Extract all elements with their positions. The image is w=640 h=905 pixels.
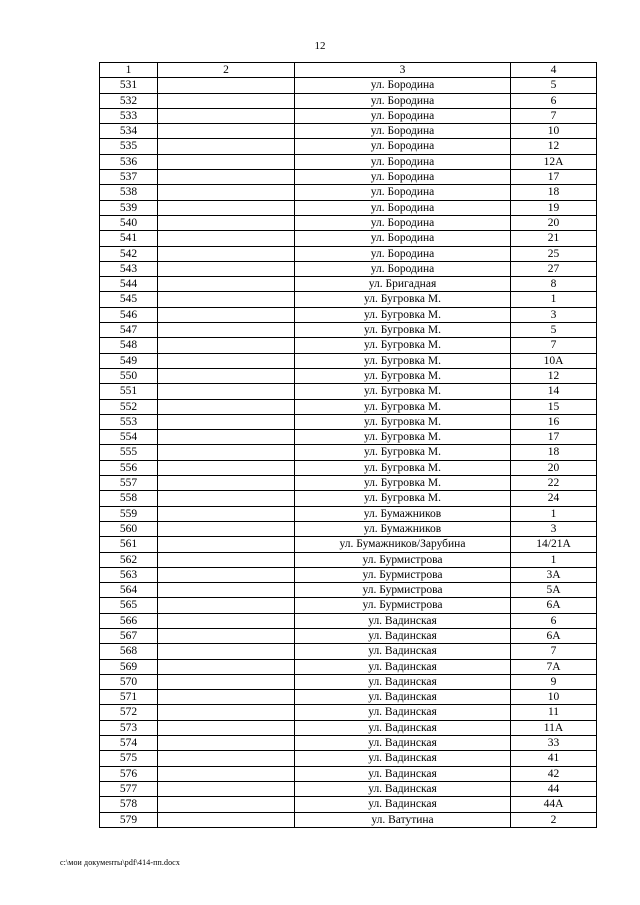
empty-cell [158, 108, 295, 123]
table-row [100, 108, 597, 123]
table-row [100, 644, 597, 659]
house-number-cell: 18 [511, 185, 597, 200]
empty-cell [158, 307, 295, 322]
empty-cell [158, 583, 295, 598]
row-number-cell: 566 [100, 613, 158, 628]
house-number-cell: 19 [511, 200, 597, 215]
street-cell: ул. Бумажников [295, 521, 511, 536]
row-number-cell: 549 [100, 353, 158, 368]
row-number-cell: 559 [100, 506, 158, 521]
table-row [100, 674, 597, 689]
row-number-cell: 553 [100, 414, 158, 429]
street-cell: ул. Бугровка М. [295, 430, 511, 445]
house-number-cell: 10 [511, 690, 597, 705]
table-row [100, 170, 597, 185]
empty-cell [158, 736, 295, 751]
house-number-cell: 6А [511, 598, 597, 613]
row-number-cell: 562 [100, 552, 158, 567]
street-cell: ул. Бородина [295, 78, 511, 93]
empty-cell [158, 521, 295, 536]
table-row [100, 338, 597, 353]
table-row [100, 537, 597, 552]
table-row [100, 690, 597, 705]
empty-cell [158, 476, 295, 491]
table-row [100, 476, 597, 491]
empty-cell [158, 246, 295, 261]
row-number-cell: 551 [100, 384, 158, 399]
row-number-cell: 576 [100, 766, 158, 781]
empty-cell [158, 430, 295, 445]
house-number-cell: 12 [511, 139, 597, 154]
row-number-cell: 579 [100, 812, 158, 827]
street-cell: ул. Вадинская [295, 720, 511, 735]
street-cell: ул. Бугровка М. [295, 460, 511, 475]
column-header-2: 2 [158, 63, 295, 78]
table-row [100, 460, 597, 475]
row-number-cell: 539 [100, 200, 158, 215]
house-number-cell: 1 [511, 552, 597, 567]
row-number-cell: 534 [100, 124, 158, 139]
row-number-cell: 541 [100, 231, 158, 246]
row-number-cell: 563 [100, 567, 158, 582]
street-cell: ул. Бугровка М. [295, 491, 511, 506]
row-number-cell: 571 [100, 690, 158, 705]
street-cell: ул. Вадинская [295, 736, 511, 751]
row-number-cell: 568 [100, 644, 158, 659]
street-cell: ул. Бумажников [295, 506, 511, 521]
empty-cell [158, 353, 295, 368]
row-number-cell: 532 [100, 93, 158, 108]
street-cell: ул. Бугровка М. [295, 353, 511, 368]
street-cell: ул. Вадинская [295, 766, 511, 781]
house-number-cell: 3 [511, 521, 597, 536]
empty-cell [158, 628, 295, 643]
house-number-cell: 7А [511, 659, 597, 674]
row-number-cell: 555 [100, 445, 158, 460]
page-number: 12 [314, 40, 326, 52]
house-number-cell: 5 [511, 323, 597, 338]
table-row [100, 215, 597, 230]
street-cell: ул. Бурмистрова [295, 583, 511, 598]
house-number-cell: 20 [511, 215, 597, 230]
empty-cell [158, 506, 295, 521]
street-cell: ул. Бугровка М. [295, 368, 511, 383]
house-number-cell: 5 [511, 78, 597, 93]
table-row [100, 781, 597, 796]
header-row [100, 63, 597, 78]
table-row [100, 628, 597, 643]
table-row [100, 277, 597, 292]
table-row [100, 384, 597, 399]
empty-cell [158, 78, 295, 93]
empty-cell [158, 200, 295, 215]
house-number-cell: 44 [511, 781, 597, 796]
empty-cell [158, 781, 295, 796]
row-number-cell: 556 [100, 460, 158, 475]
street-cell: ул. Бугровка М. [295, 445, 511, 460]
empty-cell [158, 705, 295, 720]
table-row [100, 766, 597, 781]
house-number-cell: 27 [511, 261, 597, 276]
street-cell: ул. Бородина [295, 185, 511, 200]
row-number-cell: 540 [100, 215, 158, 230]
row-number-cell: 536 [100, 154, 158, 169]
row-number-cell: 557 [100, 476, 158, 491]
table-row [100, 261, 597, 276]
table-row [100, 751, 597, 766]
house-number-cell: 33 [511, 736, 597, 751]
street-cell: ул. Бугровка М. [295, 292, 511, 307]
empty-cell [158, 445, 295, 460]
house-number-cell: 15 [511, 399, 597, 414]
street-cell: ул. Бугровка М. [295, 399, 511, 414]
house-number-cell: 6 [511, 93, 597, 108]
street-cell: ул. Вадинская [295, 690, 511, 705]
address-table [99, 62, 597, 828]
table-body [100, 78, 597, 828]
house-number-cell: 20 [511, 460, 597, 475]
column-header-4: 4 [511, 63, 597, 78]
house-number-cell: 12А [511, 154, 597, 169]
street-cell: ул. Бородина [295, 231, 511, 246]
street-cell: ул. Бородина [295, 124, 511, 139]
empty-cell [158, 552, 295, 567]
street-cell: ул. Бригадная [295, 277, 511, 292]
row-number-cell: 570 [100, 674, 158, 689]
empty-cell [158, 124, 295, 139]
table-row [100, 323, 597, 338]
table-row [100, 185, 597, 200]
empty-cell [158, 751, 295, 766]
street-cell: ул. Бородина [295, 108, 511, 123]
table-row [100, 521, 597, 536]
street-cell: ул. Бугровка М. [295, 476, 511, 491]
row-number-cell: 569 [100, 659, 158, 674]
row-number-cell: 535 [100, 139, 158, 154]
column-header-3: 3 [295, 63, 511, 78]
row-number-cell: 558 [100, 491, 158, 506]
empty-cell [158, 659, 295, 674]
table-row [100, 445, 597, 460]
empty-cell [158, 812, 295, 827]
house-number-cell: 1 [511, 506, 597, 521]
row-number-cell: 546 [100, 307, 158, 322]
house-number-cell: 21 [511, 231, 597, 246]
table-row [100, 812, 597, 827]
row-number-cell: 533 [100, 108, 158, 123]
house-number-cell: 7 [511, 338, 597, 353]
table-row [100, 139, 597, 154]
row-number-cell: 542 [100, 246, 158, 261]
table-row [100, 231, 597, 246]
empty-cell [158, 231, 295, 246]
house-number-cell: 25 [511, 246, 597, 261]
house-number-cell: 3А [511, 567, 597, 582]
street-cell: ул. Вадинская [295, 628, 511, 643]
empty-cell [158, 644, 295, 659]
empty-cell [158, 460, 295, 475]
row-number-cell: 552 [100, 399, 158, 414]
house-number-cell: 6А [511, 628, 597, 643]
empty-cell [158, 261, 295, 276]
empty-cell [158, 399, 295, 414]
street-cell: ул. Бородина [295, 215, 511, 230]
row-number-cell: 545 [100, 292, 158, 307]
house-number-cell: 14/21А [511, 537, 597, 552]
empty-cell [158, 567, 295, 582]
house-number-cell: 11 [511, 705, 597, 720]
row-number-cell: 572 [100, 705, 158, 720]
street-cell: ул. Бугровка М. [295, 338, 511, 353]
empty-cell [158, 414, 295, 429]
row-number-cell: 577 [100, 781, 158, 796]
empty-cell [158, 598, 295, 613]
empty-cell [158, 292, 295, 307]
table-row [100, 552, 597, 567]
empty-cell [158, 797, 295, 812]
house-number-cell: 17 [511, 170, 597, 185]
row-number-cell: 567 [100, 628, 158, 643]
street-cell: ул. Бугровка М. [295, 307, 511, 322]
street-cell: ул. Вадинская [295, 613, 511, 628]
empty-cell [158, 613, 295, 628]
empty-cell [158, 185, 295, 200]
table-row [100, 430, 597, 445]
empty-cell [158, 674, 295, 689]
street-cell: ул. Бугровка М. [295, 384, 511, 399]
row-number-cell: 578 [100, 797, 158, 812]
house-number-cell: 11А [511, 720, 597, 735]
table-row [100, 307, 597, 322]
empty-cell [158, 215, 295, 230]
street-cell: ул. Ватутина [295, 812, 511, 827]
street-cell: ул. Вадинская [295, 705, 511, 720]
house-number-cell: 44А [511, 797, 597, 812]
street-cell: ул. Бородина [295, 261, 511, 276]
empty-cell [158, 690, 295, 705]
table-row [100, 659, 597, 674]
table-row [100, 78, 597, 93]
street-cell: ул. Вадинская [295, 659, 511, 674]
row-number-cell: 547 [100, 323, 158, 338]
table-row [100, 797, 597, 812]
house-number-cell: 12 [511, 368, 597, 383]
house-number-cell: 1 [511, 292, 597, 307]
house-number-cell: 5А [511, 583, 597, 598]
row-number-cell: 565 [100, 598, 158, 613]
street-cell: ул. Бородина [295, 93, 511, 108]
row-number-cell: 537 [100, 170, 158, 185]
street-cell: ул. Бородина [295, 139, 511, 154]
house-number-cell: 9 [511, 674, 597, 689]
house-number-cell: 7 [511, 644, 597, 659]
table-row [100, 567, 597, 582]
street-cell: ул. Бородина [295, 246, 511, 261]
row-number-cell: 561 [100, 537, 158, 552]
row-number-cell: 544 [100, 277, 158, 292]
table-row [100, 506, 597, 521]
house-number-cell: 16 [511, 414, 597, 429]
row-number-cell: 573 [100, 720, 158, 735]
row-number-cell: 564 [100, 583, 158, 598]
street-cell: ул. Вадинская [295, 644, 511, 659]
street-cell: ул. Бородина [295, 154, 511, 169]
empty-cell [158, 491, 295, 506]
table-row [100, 93, 597, 108]
table-row [100, 613, 597, 628]
empty-cell [158, 93, 295, 108]
table-row [100, 246, 597, 261]
empty-cell [158, 139, 295, 154]
row-number-cell: 550 [100, 368, 158, 383]
row-number-cell: 554 [100, 430, 158, 445]
table-row [100, 720, 597, 735]
house-number-cell: 24 [511, 491, 597, 506]
file-path-footer: c:\мои документы\pdf\414-пп.docx [60, 858, 180, 867]
house-number-cell: 7 [511, 108, 597, 123]
row-number-cell: 538 [100, 185, 158, 200]
house-number-cell: 14 [511, 384, 597, 399]
house-number-cell: 41 [511, 751, 597, 766]
row-number-cell: 531 [100, 78, 158, 93]
street-cell: ул. Бородина [295, 200, 511, 215]
row-number-cell: 575 [100, 751, 158, 766]
street-cell: ул. Бугровка М. [295, 323, 511, 338]
table-row [100, 399, 597, 414]
street-cell: ул. Вадинская [295, 781, 511, 796]
table-row [100, 583, 597, 598]
table-row [100, 154, 597, 169]
table-row [100, 368, 597, 383]
table-row [100, 124, 597, 139]
empty-cell [158, 384, 295, 399]
house-number-cell: 42 [511, 766, 597, 781]
empty-cell [158, 766, 295, 781]
table-row [100, 705, 597, 720]
street-cell: ул. Вадинская [295, 797, 511, 812]
table-row [100, 292, 597, 307]
table-row [100, 598, 597, 613]
row-number-cell: 560 [100, 521, 158, 536]
house-number-cell: 10А [511, 353, 597, 368]
table-row [100, 414, 597, 429]
house-number-cell: 8 [511, 277, 597, 292]
table-row [100, 353, 597, 368]
house-number-cell: 10 [511, 124, 597, 139]
street-cell: ул. Бурмистрова [295, 552, 511, 567]
street-cell: ул. Бугровка М. [295, 414, 511, 429]
row-number-cell: 574 [100, 736, 158, 751]
table-row [100, 200, 597, 215]
empty-cell [158, 277, 295, 292]
street-cell: ул. Вадинская [295, 751, 511, 766]
house-number-cell: 6 [511, 613, 597, 628]
empty-cell [158, 170, 295, 185]
street-cell: ул. Бумажников/Зарубина [295, 537, 511, 552]
street-cell: ул. Бурмистрова [295, 598, 511, 613]
street-cell: ул. Бурмистрова [295, 567, 511, 582]
street-cell: ул. Бородина [295, 170, 511, 185]
empty-cell [158, 720, 295, 735]
house-number-cell: 22 [511, 476, 597, 491]
table-row [100, 491, 597, 506]
row-number-cell: 543 [100, 261, 158, 276]
column-header-1: 1 [100, 63, 158, 78]
empty-cell [158, 154, 295, 169]
empty-cell [158, 368, 295, 383]
empty-cell [158, 537, 295, 552]
house-number-cell: 17 [511, 430, 597, 445]
street-cell: ул. Вадинская [295, 674, 511, 689]
empty-cell [158, 323, 295, 338]
table-row [100, 736, 597, 751]
row-number-cell: 548 [100, 338, 158, 353]
empty-cell [158, 338, 295, 353]
house-number-cell: 18 [511, 445, 597, 460]
house-number-cell: 2 [511, 812, 597, 827]
house-number-cell: 3 [511, 307, 597, 322]
